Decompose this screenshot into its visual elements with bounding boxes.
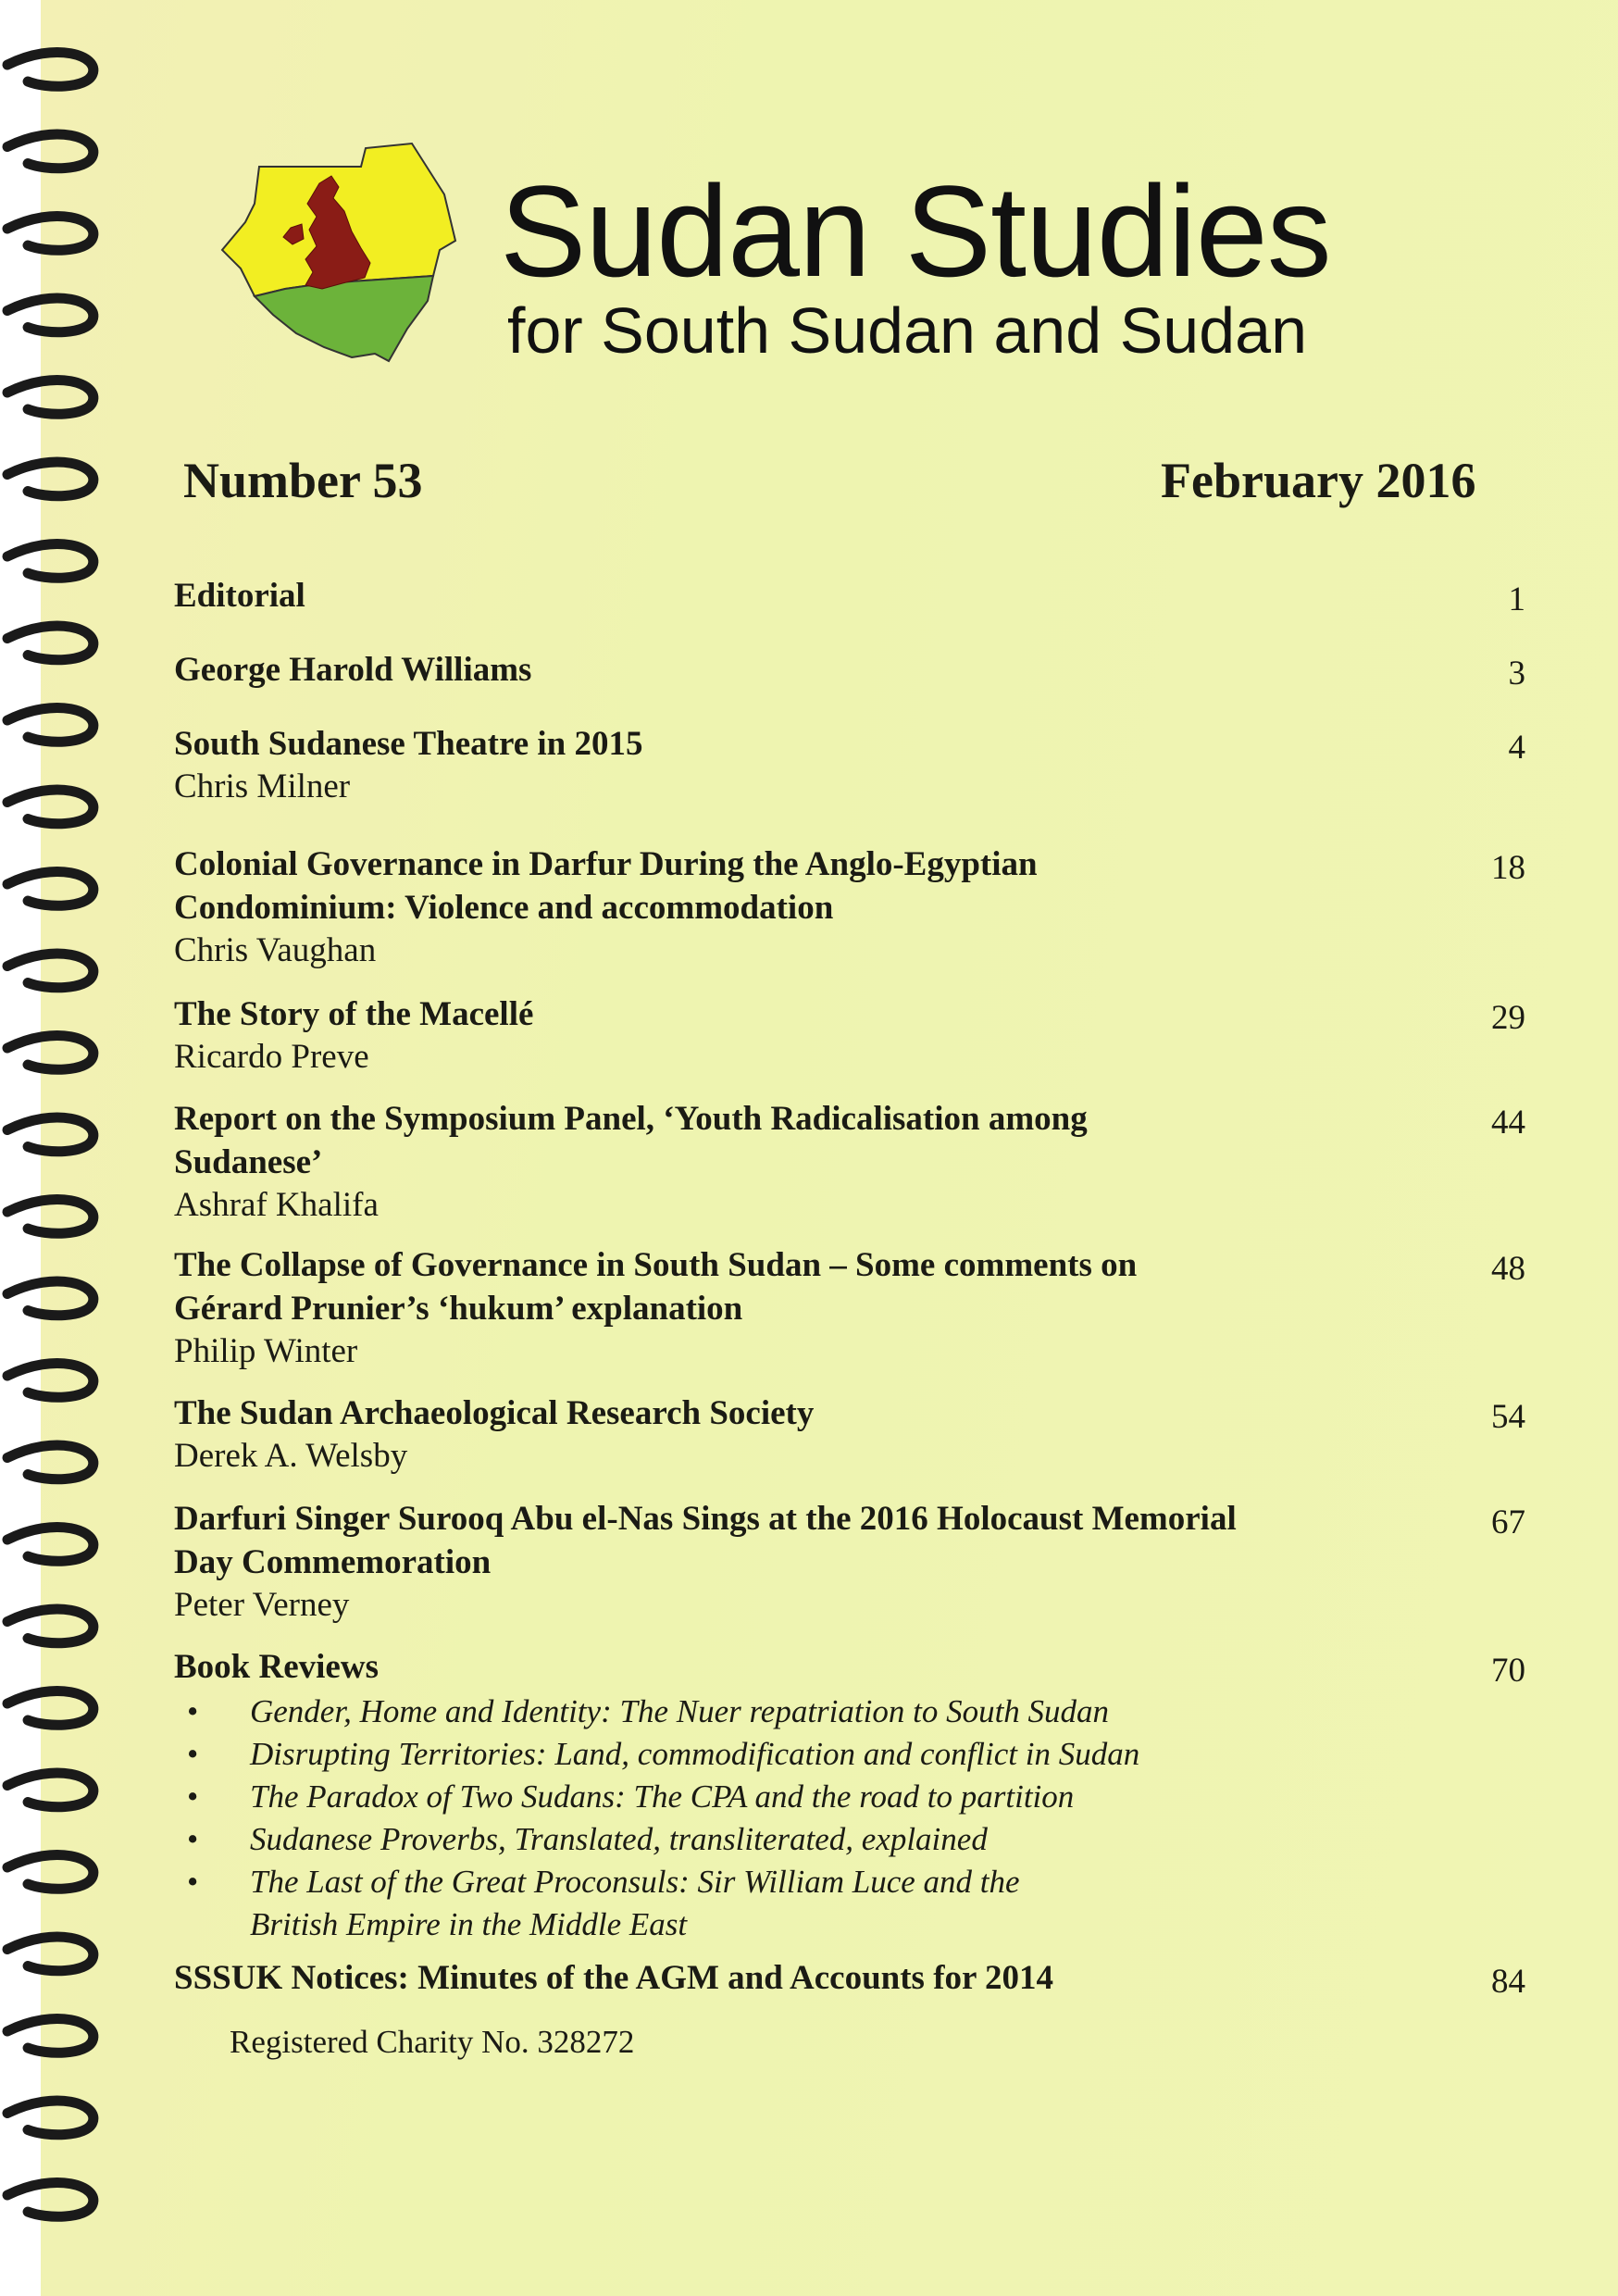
book-reviews-section xyxy=(174,1645,1525,1956)
toc-entry xyxy=(174,992,1525,1097)
review-title: Gender, Home and Identity: The Nuer repatriation to South Sudan xyxy=(250,1693,1110,1729)
toc-title: George Harold Williams xyxy=(174,651,532,689)
spiral-ring xyxy=(7,2101,93,2135)
toc-title: The Collapse of Governance in South Sudan – Some comments on Gérard Prunier’s ‘hukum’ explanation xyxy=(174,1246,1138,1328)
charity-number: Registered Charity No. 328272 xyxy=(230,2024,635,2060)
book-reviews-page: 70 xyxy=(1491,1652,1525,1690)
toc-entry xyxy=(174,722,1525,842)
spiral-binding xyxy=(0,28,120,2287)
toc-title: Editorial xyxy=(174,577,305,615)
toc-page: 44 xyxy=(1491,1104,1525,1142)
spiral-ring xyxy=(7,298,93,332)
bullet-icon: • xyxy=(187,1693,199,1729)
spiral-ring xyxy=(7,1199,93,1233)
bullet-icon: • xyxy=(187,1736,199,1772)
toc-title: SSSUK Notices: Minutes of the AGM and Accounts for 2014 xyxy=(174,1959,1054,1997)
toc-title: The Story of the Macellé xyxy=(174,995,534,1033)
review-title: Sudanese Proverbs, Translated, transliterated, explained xyxy=(250,1821,988,1857)
toc-title: South Sudanese Theatre in 2015 xyxy=(174,725,643,763)
toc-entry xyxy=(174,574,1525,648)
spiral-ring xyxy=(7,2018,93,2053)
spiral-ring xyxy=(7,707,93,742)
sudan-map-with-uk-logo-icon xyxy=(213,139,481,444)
toc-entry xyxy=(174,1497,1525,1645)
spiral-ring xyxy=(7,1854,93,1889)
spiral-ring xyxy=(7,954,93,988)
spiral-ring xyxy=(7,543,93,578)
toc-page: 54 xyxy=(1491,1398,1525,1436)
toc-title: Darfuri Singer Surooq Abu el-Nas Sings at the 2016 Holocaust Memorial Day Commemoration xyxy=(174,1500,1237,1581)
toc-author: Philip Winter xyxy=(174,1332,358,1370)
spiral-ring xyxy=(7,1773,93,1807)
review-title: The Paradox of Two Sudans: The CPA and the road to partition xyxy=(250,1778,1075,1815)
issue-number: Number 53 xyxy=(183,453,423,508)
toc-author: Peter Verney xyxy=(174,1586,350,1624)
toc-author: Ricardo Preve xyxy=(174,1038,369,1076)
bullet-icon: • xyxy=(187,1821,199,1857)
toc-page: 48 xyxy=(1491,1250,1525,1288)
spiral-ring xyxy=(7,2182,93,2216)
spiral-ring xyxy=(7,1117,93,1152)
review-item xyxy=(174,1776,1525,1818)
spiral-ring xyxy=(7,790,93,824)
spiral-ring xyxy=(7,1363,93,1397)
toc-title: The Sudan Archaeological Research Society xyxy=(174,1394,815,1432)
spiral-ring xyxy=(7,1691,93,1725)
journal-title: Sudan Studies xyxy=(500,158,1331,304)
toc-page: 18 xyxy=(1491,849,1525,887)
journal-subtitle: for South Sudan and Sudan xyxy=(507,294,1308,367)
book-reviews-heading: Book Reviews xyxy=(174,1648,379,1686)
toc-author: Derek A. Welsby xyxy=(174,1437,408,1475)
toc-author: Chris Milner xyxy=(174,767,351,805)
toc-entry-notices xyxy=(174,1956,1525,2012)
toc-entry xyxy=(174,648,1525,722)
spiral-ring xyxy=(7,462,93,496)
spiral-ring xyxy=(7,1445,93,1479)
review-title: The Last of the Great Proconsuls: Sir William Luce and the British Empire in the Middle East xyxy=(250,1864,1020,1942)
toc-title: Colonial Governance in Darfur During the Anglo-Egyptian Condominium: Violence and accommodation xyxy=(174,845,1038,927)
spiral-ring xyxy=(7,216,93,250)
review-item xyxy=(174,1691,1525,1733)
toc-page: 3 xyxy=(1508,655,1525,693)
bullet-icon: • xyxy=(187,1864,199,1900)
spiral-ring xyxy=(7,626,93,660)
toc-entry xyxy=(174,1097,1525,1243)
toc-page: 29 xyxy=(1491,999,1525,1037)
toc-page: 67 xyxy=(1491,1504,1525,1541)
bullet-icon: • xyxy=(187,1778,199,1815)
book-reviews-list xyxy=(174,1691,1525,1946)
spiral-ring xyxy=(7,1527,93,1561)
toc-page: 1 xyxy=(1508,580,1525,618)
toc-entry xyxy=(174,1391,1525,1497)
spiral-ring xyxy=(7,380,93,414)
toc-author: Ashraf Khalifa xyxy=(174,1186,379,1224)
spiral-ring xyxy=(7,134,93,168)
spiral-ring xyxy=(7,1609,93,1643)
spiral-ring xyxy=(7,1937,93,1971)
spiral-ring xyxy=(7,871,93,905)
toc-title: Report on the Symposium Panel, ‘Youth Radicalisation among Sudanese’ xyxy=(174,1100,1088,1181)
spiral-ring xyxy=(7,1035,93,1069)
review-title: Disrupting Territories: Land, commodification and conflict in Sudan xyxy=(250,1736,1140,1772)
toc-entry xyxy=(174,1243,1525,1391)
toc-entry xyxy=(174,842,1525,992)
table-of-contents xyxy=(174,574,1525,2012)
issue-date: February 2016 xyxy=(1161,453,1476,508)
review-item xyxy=(174,1861,1083,1946)
review-item xyxy=(174,1818,1525,1861)
spiral-ring xyxy=(7,1281,93,1316)
toc-author: Chris Vaughan xyxy=(174,931,377,969)
toc-page: 4 xyxy=(1508,729,1525,767)
review-item xyxy=(174,1733,1525,1776)
toc-page: 84 xyxy=(1491,1963,1525,2001)
spiral-ring xyxy=(7,52,93,86)
